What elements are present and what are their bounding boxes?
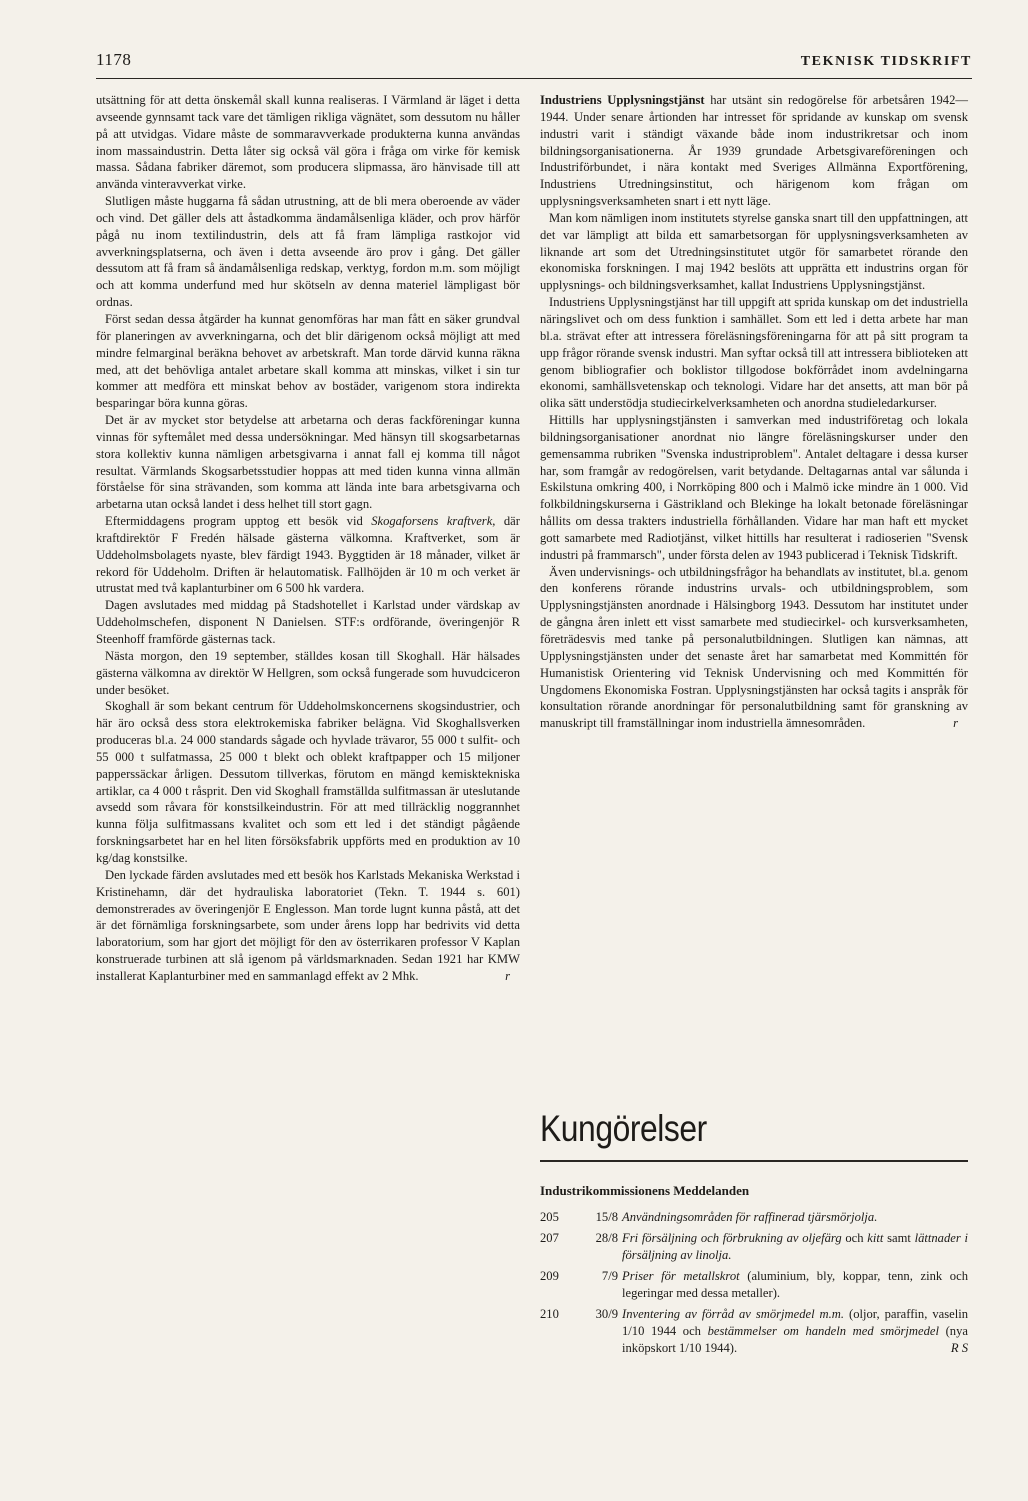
notice-text — [622, 1268, 968, 1302]
notice-date: 30/9 — [595, 1307, 618, 1321]
text-run: (oljor, paraffin, vaselin 1/10 1944 och — [622, 1307, 969, 1338]
italic-run: Skogaforsens kraftverk — [371, 514, 493, 529]
notice-number: 209 — [540, 1269, 559, 1283]
paragraph: Nästa morgon, den 19 september, ställdes kosan till Skoghall. Här hälsades gästerna välkomna av direktör W Hellgren, som också fungerade som huvudciceron under besöket. — [96, 648, 520, 697]
text-run: (aluminium, bly, koppar, tenn, zink och legeringar med dessa metaller). — [622, 1269, 968, 1300]
notice-item — [540, 1230, 968, 1264]
text-run: Den lyckade färden avslutades med ett besök hos Karlstads Mekaniska Werkstad i Kristinehamn, där det hydrauliska laboratoriet (Tekn. T. 1944 s. 601) demonstrerades av överingenjör E Englesson. Man torde lugnt kunna påstå, att det är det förnämliga forskningsarbete, som under årens lopp har bedrivits vid detta laboratorium, som har gjort det möjligt för den av österrikaren professor V Kaplan konstruerade turbinen att slå igenom på världsmarknaden. Sedan 1921 har KMW installerat Kaplanturbiner med en sammanlagd effekt av 2 Mhk. — [96, 867, 520, 983]
text-run: (nya inköpskort 1/10 1944). — [622, 1324, 968, 1355]
text-run: har utsänt sin redogörelse för arbetsåren 1942—1944. Under senare årtionden har intresset för spridande av kunskap om svensk industri varit i ständigt växande både inom industrikretsar och inom bildningsorganisationerna. År 1939 grundade Arbetsgivareföreningen och Industriförbundet, i nära kontakt med Sveriges Allmänna Exportförening, Industriens Utredningsinstitut, och härigenom kom frågan om upplysningsverksamheten snart i ett nytt läge. — [540, 93, 968, 209]
paragraph: Det är av mycket stor betydelse att arbetarna och deras fackföreningar kunna vinnas för syftemålet med dessa undersökningar. Med hänsyn till skogsarbetarnas stora kollektiv kunna nämligen arbetsgivarna i annat fall ej komma till något resultat. Värmlands Skogsarbetsstudier hoppas att med tiden kunna vinna allmän förståelse för sina strävanden, som komma att lända inte bara arbetsgivarna och arbetarna utan också landet i dess helhet till stort gagn. — [96, 413, 520, 512]
text-run: och — [841, 1231, 868, 1245]
italic-run: kitt — [867, 1231, 884, 1245]
italic-run: Inventering av förråd av smörjmedel m.m. — [622, 1307, 845, 1321]
right-column — [540, 92, 968, 732]
italic-run: Användningsområden för raffinerad tjärsmörjolja. — [622, 1210, 878, 1224]
text-run: Även undervisnings- och utbildningsfrågor ha behandlats av institutet, bl.a. genom den konferens rörande industrins urvals- och utbildningsproblem, som Upplysningstjänsten anordnade i Hälsingborg 1943. Dessutom har institutet under de gångna åren inlett ett visst samarbete med studiecirkel- och kursverksamheten, företrädesvis med tanke på personalutbildningen. Slutligen kan nämnas, att Upplysningstjänsten under det senaste året har samarbetat med Kommittén för Humanistisk Orientering vid Teknisk Undervisning och med Kommittén för Ungdomens Ekonomiska Fostran. Upplysningstjänsten har också tagits i anspråk för konsultation rörande anordningar för personalutbildning samt för granskning av manuskript till framställningar inom industriella ämnesområden. — [540, 564, 968, 731]
notice-signature: R S — [950, 1341, 968, 1355]
italic-run: Fri försäljning och förbrukning av oljefärg — [622, 1231, 842, 1245]
paragraph — [96, 513, 520, 597]
paragraph — [540, 564, 968, 732]
author-signature: r — [505, 968, 510, 983]
notice-subtitle: Industrikommissionens Meddelanden — [540, 1183, 750, 1198]
notice-number: 207 — [540, 1231, 559, 1245]
notice-date: 15/8 — [595, 1210, 618, 1224]
lead-heading: Industriens Upplysningstjänst — [540, 93, 705, 107]
italic-run: bestämmelser om handeln med smörjmedel — [707, 1324, 939, 1338]
notice-number: 205 — [540, 1210, 559, 1224]
text-run: samt — [883, 1231, 915, 1245]
paragraph: Industriens Upplysningstjänst har till uppgift att sprida kunskap om det industriella näringslivet och om dess funktion i samhället. Som ett led i detta arbete har man bl.a. strävat efter att intressera föreläsningsföreningarna för att på sitt program ta upp frågor rörande svensk industri. Man syftar också till att intressera biblioteken att genom bibliografier och boklistor tillgodose bokförrådet inom avdelningarna ekonomi, samhällsvetenskap och teknologi. Vidare har det ansetts, att man bör på olika sätt understödja studiecirkelverksamheten och anordna studieledarkurser. — [540, 295, 968, 411]
notice-text — [622, 1230, 968, 1264]
notice-item — [540, 1209, 968, 1226]
paragraph: Först sedan dessa åtgärder ha kunnat genomföras har man fått en säker grundval för planeringen av avverkningarna, och det blir därigenom också möjligt att med mindre felmarginal beräkna behovet av arbetskraft. Man torde därvid kunna räkna med, att det behövliga antalet arbetare skall komma att minskas, vilket i sin tur kommer att medföra ett minskat behov av bostäder, varigenom stora indirekta besparingar böra kunna göras. — [96, 311, 520, 411]
text-run: Eftermiddagens program upptog ett besök vid — [105, 514, 372, 529]
section-title: Kungörelser — [540, 1108, 707, 1149]
section-rule — [540, 1160, 968, 1162]
paragraph: Dagen avslutades med middag på Stadshotellet i Karlstad under värdskap av Uddeholmschefen, disponent N Danielsen. STF:s ordförande, överingenjör R Steenhoff framförde gästernas tack. — [96, 598, 520, 646]
journal-title: TEKNISK TIDSKRIFT — [800, 54, 972, 69]
notice-item — [540, 1268, 968, 1302]
notice-text — [622, 1306, 968, 1357]
notice-text — [622, 1209, 968, 1226]
author-signature: r — [953, 716, 958, 731]
notice-item — [540, 1306, 968, 1357]
paragraph: Hittills har upplysningstjänsten i samverkan med industriföretag och lokala bildningsorganisationer anordnat nio längre föreläsningskurser under den gemensamma rubriken "Svenska industriproblem". Antalet deltagare i dessa kurser har, som framgår av redogörelsen, varit betydande. Deltagarnas antal var sålunda i Eskilstuna omkring 400, i Norrköping 800 och i Malmö icke mindre än 1 000. Vid folkbildningskurserna i Gästrikland och Blekinge ha lokalt betonade föreläsningar hållits om dessa trakters industriella förhållanden. Vidare har man haft ett mycket gott samarbete med Radiotjänst, vilket hittills har resulterat i radioserien "Svensk industri på frammarsch", under första delen av 1943 publicerad i Teknisk Tidskrift. — [540, 413, 968, 562]
paragraph — [96, 867, 520, 985]
page-header — [96, 50, 972, 74]
paragraph: Skoghall är som bekant centrum för Uddeholmskoncernens skogsindustrier, och här äro också dess stora elektrokemiska fabriker belägna. Vid Skoghallsverken produceras bl.a. 24 000 standards sågade och hyvlade trävaror, 55 000 t sulfit- och 55 000 t sulfatmassa, 25 000 t blekt och oblekt kraftpapper och 15 miljoner papperssäckar årligen. Dessutom tillverkas, förutom en mängd kemisktekniska artiklar, ca 4 000 t råsprit. Den vid Skoghall framställda sulfitmassan är uteslutande avsedd som råvara för konstsilkeindustrin. För att med tillräcklig noggrannhet kunna följa sulfitmassans kvalitet och som ett led i det ständigt pågående forskningsarbetet har en hel liten försöksfabrik uppförts med en produktion av 10 kg/dag konstsilke. — [96, 699, 520, 865]
page-number: 1178 — [96, 50, 132, 69]
paragraph: Slutligen måste huggarna få sådan utrustning, att de bli mera oberoende av väder och vind. Det gäller dels att åstadkomma ändamålsenliga kläder, och prov härför pågå nu inom textilindustrin, dels att få fram lämpliga rastkojor vid avverkningsplatserna, och även i detta avseende äro prov i gång. Det gäller dessutom att få fram så ändamålsenliga redskap, verktyg, fordon m.m. som möjligt och att komma underfund med hur skötseln av denna materiel lämpligast bör ordnas. — [96, 194, 520, 310]
italic-run: lättnader i försäljning av linolja. — [622, 1231, 968, 1262]
paragraph — [540, 92, 968, 210]
paragraph: utsättning för att detta önskemål skall kunna realiseras. I Värmland är läget i detta avseende gynnsamt tack vare det tämligen rikliga vägnätet, som dessutom nu håller på att utvidgas. Vidare måste de sommaravverkade produkterna kunna användas inom massaindustrin. Detta låter sig också väl göra i fråga om virke för kemisk massa. Sådana fabriker däremot, som producera slipmassa, äro hänvisade till att använda vinteravverkat virke. — [96, 93, 520, 192]
left-column — [96, 92, 520, 985]
notice-date: 28/8 — [595, 1231, 618, 1245]
notice-date: 7/9 — [601, 1269, 618, 1283]
italic-run: Priser för metallskrot — [622, 1269, 740, 1283]
notice-number: 210 — [540, 1307, 559, 1321]
notice-list — [540, 1209, 968, 1361]
paragraph: Man kom nämligen inom institutets styrelse ganska snart till den uppfattningen, att det var lämpligt att bilda ett samarbetsorgan för upplysningsverksamheten av liknande art som det Utredningsinstitutet utgör för samarbetet rörande den ekonomiska forskningen. I maj 1942 beslöts att upprätta ett industrins organ för upplysnings- och bildningsverksamhet, kallat Industriens Upplysningstjänst. — [540, 210, 968, 293]
header-rule — [96, 78, 972, 79]
text-run: , där kraftdirektör F Fredén hälsade gästerna välkomna. Kraftverket, som är Uddeholmsbolagets nyaste, blev färdigt 1943. Byggtiden är 18 månader, vilket är rekord för Uddeholm. Driften är helautomatisk. Fallhöjden är 10 m och verket är utrustat med två kaplanturbiner om 6 500 hk vardera. — [96, 514, 520, 596]
